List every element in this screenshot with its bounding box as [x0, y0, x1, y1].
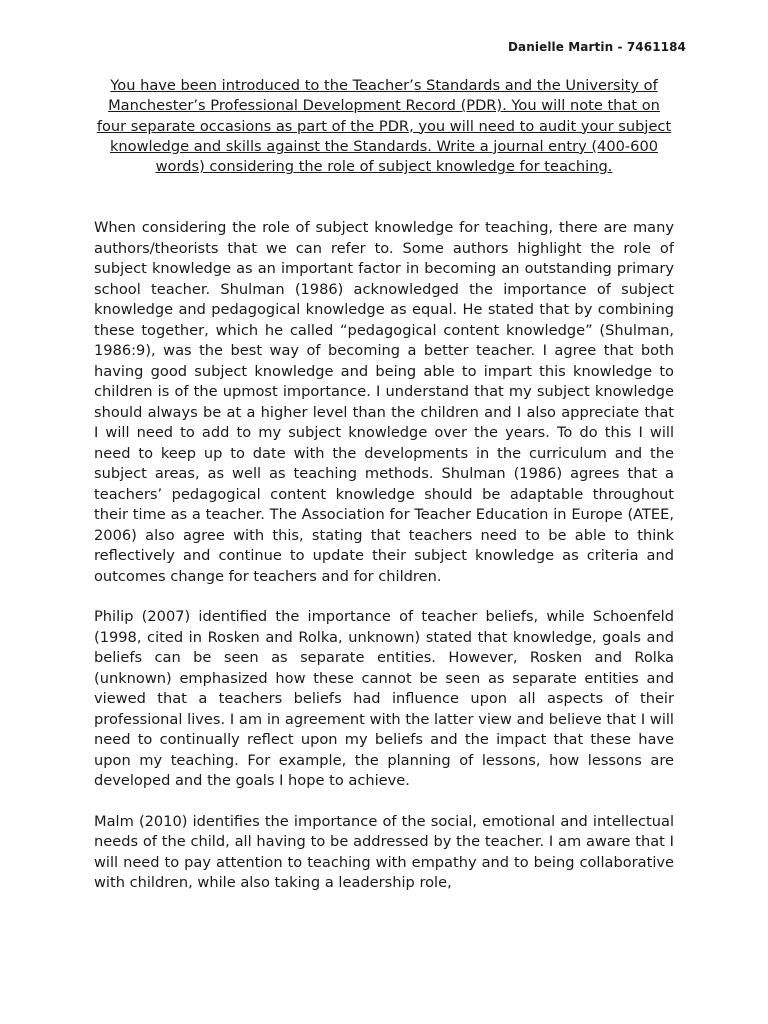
journal-body: [94, 218, 674, 914]
author-header: Danielle Martin - 7461184: [507, 40, 686, 54]
paragraph-1: When considering the role of subject knowledge for teaching, there are many authors/theorists that we can refer to. Some authors highlight the role of subject knowledge as an important factor in becoming an outstanding primary school teacher. Shulman (1986) acknowledged the importance of subject knowledge and pedagogical knowledge as equal. He stated that by combining these together, which he called “pedagogical content knowledge” (Shulman, 1986:9), was the best way of becoming a better teacher. I agree that both having good subject knowledge and being able to impart this knowledge to children is of the upmost importance. I understand that my subject knowledge should always be at a higher level than the children and I also appreciate that I will need to add to my subject knowledge over the years. To do this I will need to keep up to date with the developments in the curriculum and the subject areas, as well as teaching methods. Shulman (1986) agrees that a teachers’ pedagogical content knowledge should be adaptable throughout their time as a teacher. The Association for Teacher Education in Europe (ATEE, 2006) also agree with this, stating that teachers need to be able to think reflectively and continue to update their subject knowledge as criteria and outcomes change for teachers and for children.: [94, 219, 674, 585]
paragraph-3: Malm (2010) identifies the importance of the social, emotional and intellectual needs of the child, all having to be addressed by the teacher. I am aware that I will need to pay attention to teaching with empathy and to being collaborative with children, while also taking a leadership role,: [94, 812, 674, 891]
paragraph-2: Philip (2007) identified the importance of teacher beliefs, while Schoenfeld (1998, cited in Rosken and Rolka, unknown) stated that knowledge, goals and beliefs can be seen as separate entities. However, Rosken and Rolka (unknown) emphasized how these cannot be seen as separate entities and viewed that a teachers beliefs had influence upon all aspects of their professional lives. I am in agreement with the latter view and believe that I will need to continually reflect upon my beliefs and the impact that these have upon my teaching. For example, the planning of lessons, how lessons are developed and the goals I hope to achieve.: [94, 608, 674, 789]
assignment-prompt: You have been introduced to the Teacher’s Standards and the University of Manchester’s Professional Development Record (PDR). You will note that on four separate occasions as part of the PDR, you will need to audit your subject knowledge and skills against the Standards. Write a journal entry (400-600 words) considering the role of subject knowledge for teaching.: [96, 77, 672, 176]
